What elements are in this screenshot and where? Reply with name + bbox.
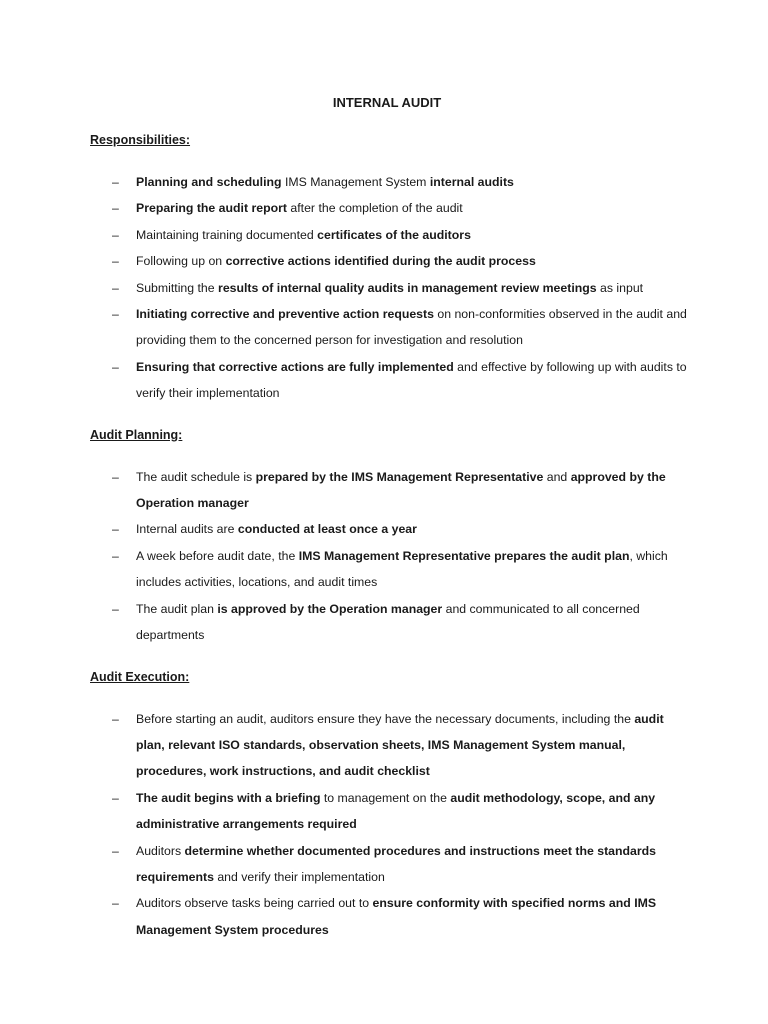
bold-text: internal audits: [429, 175, 514, 189]
text: The audit schedule is: [136, 469, 256, 484]
bullet-list: [90, 169, 688, 407]
text: after the completion of the audit: [287, 201, 463, 216]
bold-text: Initiating corrective and preventive action requests: [136, 307, 434, 322]
bullet-list: [90, 464, 688, 649]
bullet-list: [90, 706, 688, 944]
bold-text: Preparing the audit report: [136, 201, 287, 216]
text: Submitting the: [136, 280, 219, 295]
bold-text: The audit begins with a briefing: [136, 790, 321, 805]
text: A week before audit date, the: [136, 548, 299, 563]
bold-text: audit methodology, scope, and any administrative arrangements required: [136, 790, 656, 832]
section-heading: Audit Execution:: [90, 669, 190, 684]
dash-bullet: –: [112, 307, 119, 322]
text: and: [543, 469, 571, 484]
dash-bullet: –: [112, 227, 119, 242]
text: Auditors observe tasks being carried out to: [136, 896, 373, 911]
text: to management on the: [320, 790, 451, 805]
bold-text: conducted at least once a year: [237, 522, 417, 537]
dash-bullet: –: [112, 790, 119, 805]
bold-text: audit plan, relevant ISO standards, observation sheets, IMS Management System manual, procedures, work instructions, and audit checklist: [136, 711, 664, 779]
dash-bullet: –: [112, 175, 119, 189]
bold-text: ensure conformity with specified norms and IMS Management System procedures: [136, 896, 657, 937]
list-item: [90, 354, 688, 407]
text: , which includes activities, locations, and audit times: [136, 548, 668, 590]
list-item: [90, 838, 688, 891]
text: and verify their implementation: [213, 869, 385, 884]
text: as input: [596, 280, 644, 295]
text: Following up on: [136, 254, 226, 269]
list-item: [90, 890, 688, 943]
dash-bullet: –: [112, 280, 119, 295]
text: on non-conformities observed in the audit and providing them to the concerned person for investigation and resolution: [136, 307, 687, 348]
dash-bullet: –: [112, 201, 119, 216]
text: and communicated to all concerned departments: [136, 601, 640, 643]
dash-bullet: –: [112, 896, 119, 911]
bold-text: IMS Management Representative prepares the audit plan: [298, 548, 630, 563]
bold-text: Planning and scheduling: [136, 175, 282, 189]
document-body: [90, 132, 688, 943]
text: Before starting an audit, auditors ensure they have the necessary documents, including the: [136, 711, 635, 726]
dash-bullet: –: [112, 548, 119, 563]
text: IMS Management System: [281, 175, 430, 189]
dash-bullet: –: [112, 601, 119, 616]
list-item: [90, 301, 688, 354]
list-item: [90, 596, 688, 649]
dash-bullet: –: [112, 359, 119, 374]
dash-bullet: –: [112, 254, 119, 269]
text: Auditors: [136, 843, 185, 858]
list-item: [90, 706, 688, 785]
list-item: [90, 464, 688, 517]
section-heading: Audit Planning:: [90, 427, 183, 442]
text: and effective by following up with audits to verify their implementation: [136, 359, 687, 401]
list-item: [90, 248, 688, 274]
document-title: INTERNAL AUDIT: [332, 95, 442, 110]
bold-text: results of internal quality audits in management review meetings: [218, 280, 597, 295]
dash-bullet: –: [112, 843, 119, 858]
bold-text: Ensuring that corrective actions are fully implemented: [136, 359, 454, 374]
bold-text: approved by the Operation manager: [136, 469, 666, 511]
bold-text: certificates of the auditors: [317, 227, 471, 242]
section-heading: Responsibilities:: [90, 133, 191, 147]
list-item: [90, 785, 688, 838]
list-item: [90, 275, 688, 301]
bold-text: corrective actions identified during the audit process: [225, 254, 536, 269]
bold-text: determine whether documented procedures and instructions meet the standards requirements: [136, 843, 657, 884]
list-item: [90, 222, 688, 248]
list-item: [90, 195, 688, 221]
list-item: [90, 516, 688, 542]
bold-text: is approved by the Operation manager: [217, 601, 443, 616]
text: Maintaining training documented: [136, 227, 318, 242]
bold-text: prepared by the IMS Management Representative: [255, 469, 544, 484]
list-item: [90, 543, 688, 596]
list-item: [90, 169, 688, 195]
dash-bullet: –: [112, 469, 119, 484]
text: Internal audits are: [136, 522, 238, 537]
text: The audit plan: [136, 601, 218, 616]
dash-bullet: –: [112, 522, 119, 537]
dash-bullet: –: [112, 711, 119, 726]
